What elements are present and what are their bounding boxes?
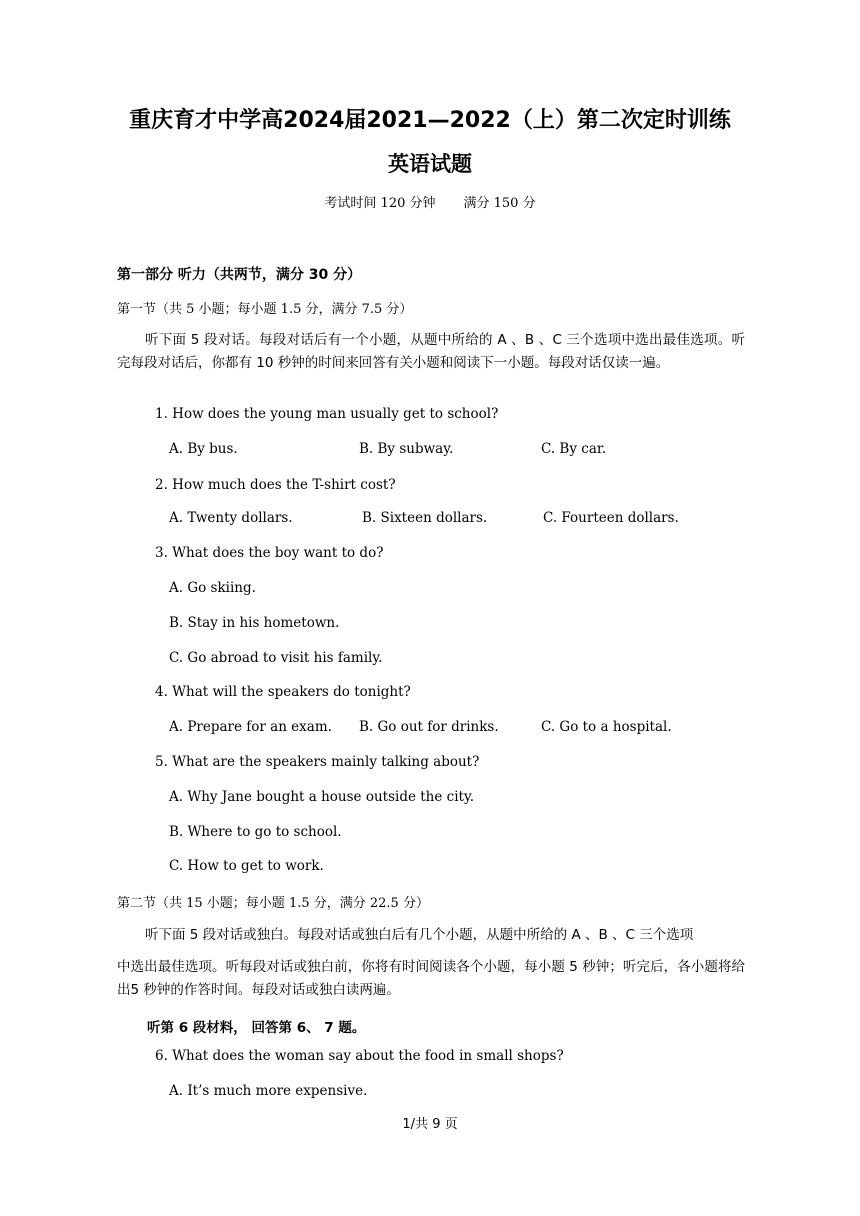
part1-heading: 第一部分 听力（共两节，满分 30 分） [117,267,362,283]
section1-heading: 第一节（共 5 小题；每小题 1.5 分，满分 7.5 分） [117,302,413,317]
q4-option-b: B. Go out for drinks. [359,719,499,735]
question-2: 2. How much does the T-shirt cost? [155,477,396,493]
q4-option-a: A. Prepare for an exam. [169,719,332,735]
section2-instructions-line1: 听下面 5 段对话或独白。每段对话或独白后有几个小题，从题中所给的 A 、B 、C 三个选项 [145,927,694,943]
exam-info [0,192,860,211]
section2-instructions-rest: 中选出最佳选项。听每段对话或独白前，你将有时间阅读各个小题，每小题 5 秒钟；听完后，各小题将给出5 秒钟的作答时间。每段对话或独白读两遍。 [117,959,745,998]
q6-option-a: A. It’s much more expensive. [169,1083,368,1099]
section1-instructions: 听下面 5 段对话。每段对话后有一个小题，从题中所给的 A 、B 、C 三个选项中选出最佳选项。听完每段对话后，你都有 10 秒钟的时间来回答有关小题和阅读下一小题。每段对话仅读一遍。 [117,332,745,371]
material-6-heading: 听第 6 段材料， 回答第 6、 7 题。 [147,1020,366,1036]
question-5: 5. What are the speakers mainly talking about? [155,754,480,770]
exam-time: 考试时间 120 分钟 [324,196,436,211]
section2-heading: 第二节（共 15 小题；每小题 1.5 分，满分 22.5 分） [117,896,429,911]
q5-option-a: A. Why Jane bought a house outside the city. [169,789,475,805]
q1-option-b: B. By subway. [359,441,454,457]
q2-option-b: B. Sixteen dollars. [362,510,488,526]
exam-title: 重庆育才中学高2024届2021—2022（上）第二次定时训练 [129,108,731,133]
question-4: 4. What will the speakers do tonight? [155,684,411,700]
page-footer: 1/共 9 页 [402,1117,458,1132]
question-3: 3. What does the boy want to do? [155,545,384,561]
q2-option-a: A. Twenty dollars. [169,510,293,526]
q3-option-c: C. Go abroad to visit his family. [169,650,383,666]
q1-option-a: A. By bus. [169,441,238,457]
q5-option-c: C. How to get to work. [169,858,324,874]
q3-option-b: B. Stay in his hometown. [169,615,340,631]
question-6: 6. What does the woman say about the food in small shops? [155,1048,564,1064]
q4-option-c: C. Go to a hospital. [541,719,672,735]
q3-option-a: A. Go skiing. [169,580,256,596]
full-score: 满分 150 分 [463,196,536,211]
q1-option-c: C. By car. [541,441,607,457]
exam-subtitle: 英语试题 [388,152,472,176]
q2-option-c: C. Fourteen dollars. [543,510,679,526]
q5-option-b: B. Where to go to school. [169,824,342,840]
question-1: 1. How does the young man usually get to school? [155,406,499,422]
